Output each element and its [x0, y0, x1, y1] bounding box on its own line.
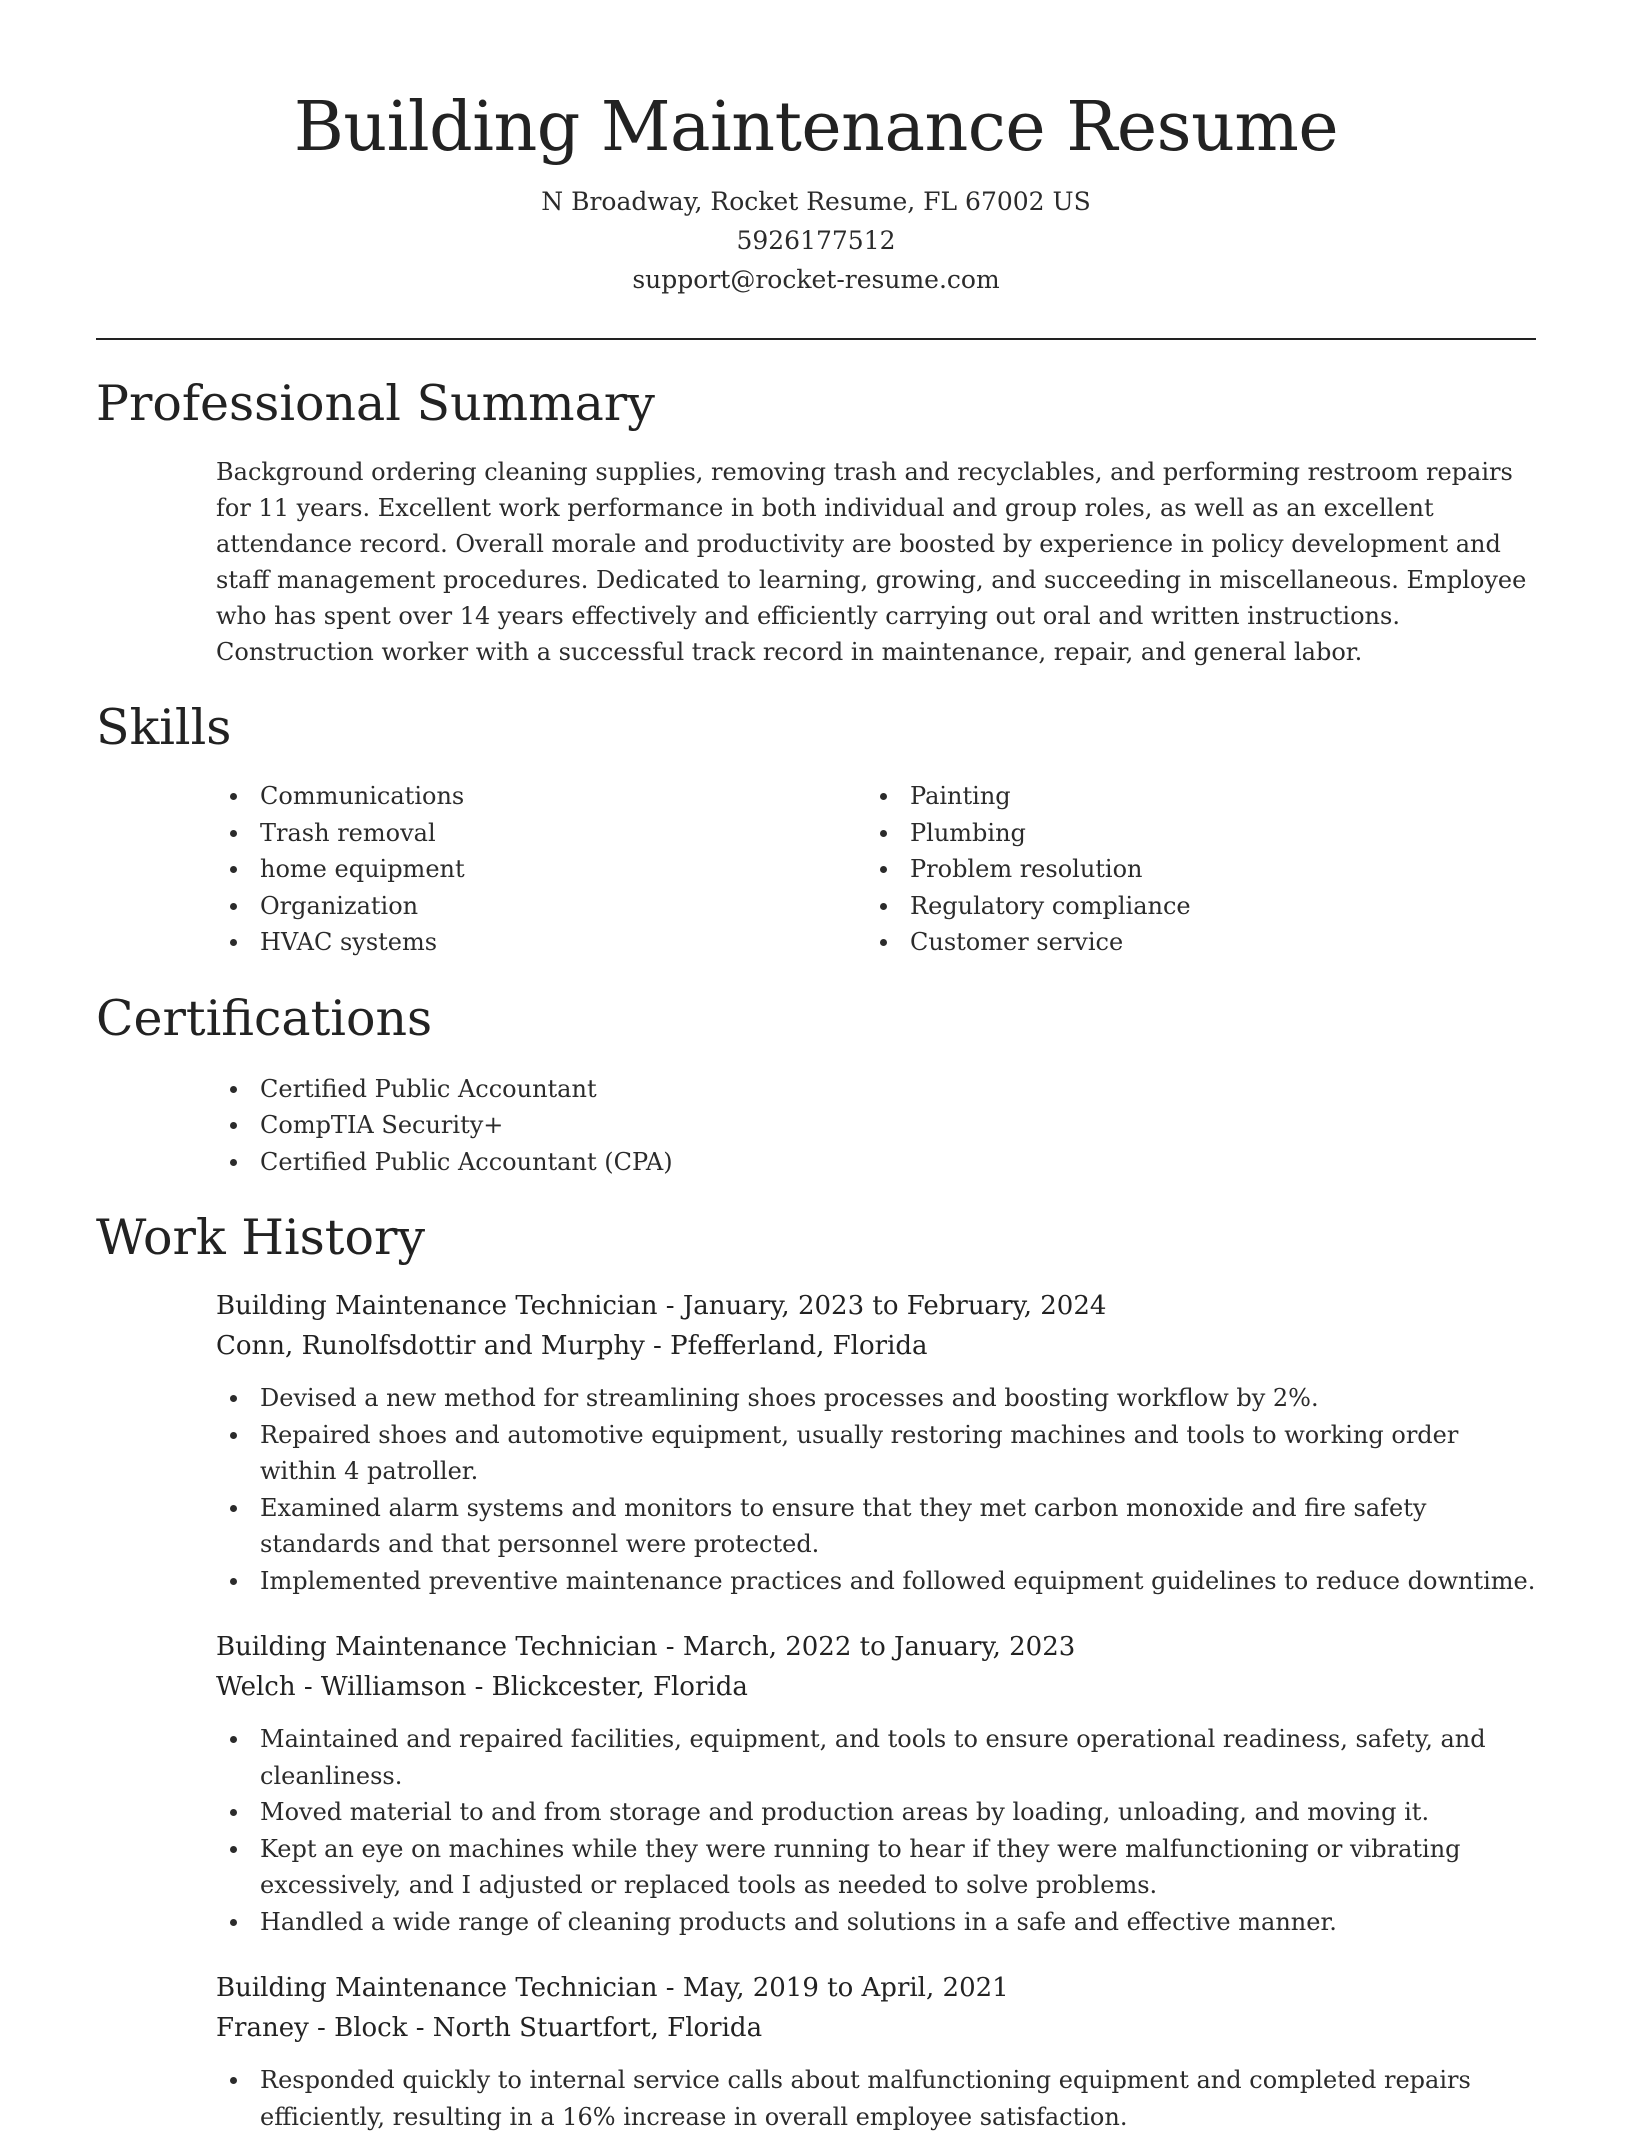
job-duty: Devised a new method for streamlining shoes processes and boosting workflow by 2%. [216, 1380, 1536, 1417]
skill-item: Organization [216, 888, 866, 925]
skill-item: home equipment [216, 851, 866, 888]
job-duties-list [216, 1380, 1536, 1599]
address: N Broadway, Rocket Resume, FL 67002 US [541, 187, 1091, 216]
job-title-dates: Building Maintenance Technician - May, 2019 to April, 2021 [216, 1973, 1009, 2003]
summary-heading: Professional Summary [96, 375, 655, 432]
resume-page [96, 0, 1536, 2135]
job-duty: Responded quickly to internal service calls about malfunctioning equipment and completed repairs efficiently, resulting in a 16% increase in overall employee satisfaction. [216, 2062, 1536, 2135]
header-divider [96, 338, 1536, 340]
job-duty: Repaired shoes and automotive equipment, usually restoring machines and tools to working order within 4 patroller. [216, 1417, 1536, 1490]
job-entry [216, 1627, 1536, 1707]
skill-item: Plumbing [866, 815, 1516, 852]
job-entry [216, 1286, 1536, 1366]
skill-item: Regulatory compliance [866, 888, 1516, 925]
certifications-heading: Certifications [96, 989, 433, 1047]
job-duties-list [216, 2062, 1536, 2135]
job-duty: Examined alarm systems and monitors to ensure that they met carbon monoxide and fire safety standards and that personnel were protected. [216, 1490, 1536, 1563]
certification-item: Certified Public Accountant (CPA) [216, 1144, 1536, 1181]
job-duties-list [216, 1721, 1536, 1940]
skill-item: Customer service [866, 924, 1516, 961]
skills-column-right [866, 778, 1516, 961]
email-address: support@rocket-resume.com [632, 265, 1000, 294]
job-company-location: Conn, Runolfsdottir and Murphy - Pfefferland, Florida [216, 1331, 928, 1361]
skill-item: Problem resolution [866, 851, 1516, 888]
work-history-heading: Work History [96, 1209, 426, 1266]
job-duty: Handled a wide range of cleaning products and solutions in a safe and effective manner. [216, 1904, 1536, 1941]
phone-number: 5926177512 [736, 226, 896, 255]
skills-heading: Skills [96, 699, 232, 756]
certifications-list [216, 1071, 1536, 1181]
job-title-dates: Building Maintenance Technician - January, 2023 to February, 2024 [216, 1291, 1107, 1321]
job-company-location: Welch - Williamson - Blickcester, Florida [216, 1672, 748, 1702]
certification-item: Certified Public Accountant [216, 1071, 1536, 1108]
skill-item: Painting [866, 778, 1516, 815]
skill-item: HVAC systems [216, 924, 866, 961]
skill-item: Communications [216, 778, 866, 815]
resume-title: Building Maintenance Resume [293, 88, 1339, 167]
skill-item: Trash removal [216, 815, 866, 852]
skills-list [96, 778, 1536, 961]
job-duty: Moved material to and from storage and production areas by loading, unloading, and moving it. [216, 1794, 1536, 1831]
job-duty: Kept an eye on machines while they were running to hear if they were malfunctioning or vibrating excessively, and I adjusted or replaced tools as needed to solve problems. [216, 1831, 1536, 1904]
job-duty: Maintained and repaired facilities, equipment, and tools to ensure operational readiness, safety, and cleanliness. [216, 1721, 1536, 1794]
job-duty: Implemented preventive maintenance practices and followed equipment guidelines to reduce downtime. [216, 1563, 1536, 1600]
contact-info [96, 182, 1536, 299]
certification-item: CompTIA Security+ [216, 1107, 1536, 1144]
job-company-location: Franey - Block - North Stuartfort, Florida [216, 2013, 763, 2043]
skills-column-left [216, 778, 866, 961]
job-entry [216, 1968, 1536, 2048]
job-title-dates: Building Maintenance Technician - March, 2022 to January, 2023 [216, 1632, 1076, 1662]
summary-text: Background ordering cleaning supplies, removing trash and recyclables, and performing restroom repairs for 11 years. Excellent work performance in both individual and group roles, as well as an excellent attendance record. Overall morale and productivity are boosted by experience in policy development and staff management procedures. Dedicated to learning, growing, and succeeding in miscellaneous. Employee who has spent over 14 years effectively and efficiently carrying out oral and written instructions. Construction worker with a successful track record in maintenance, repair, and general labor. [216, 458, 1527, 666]
